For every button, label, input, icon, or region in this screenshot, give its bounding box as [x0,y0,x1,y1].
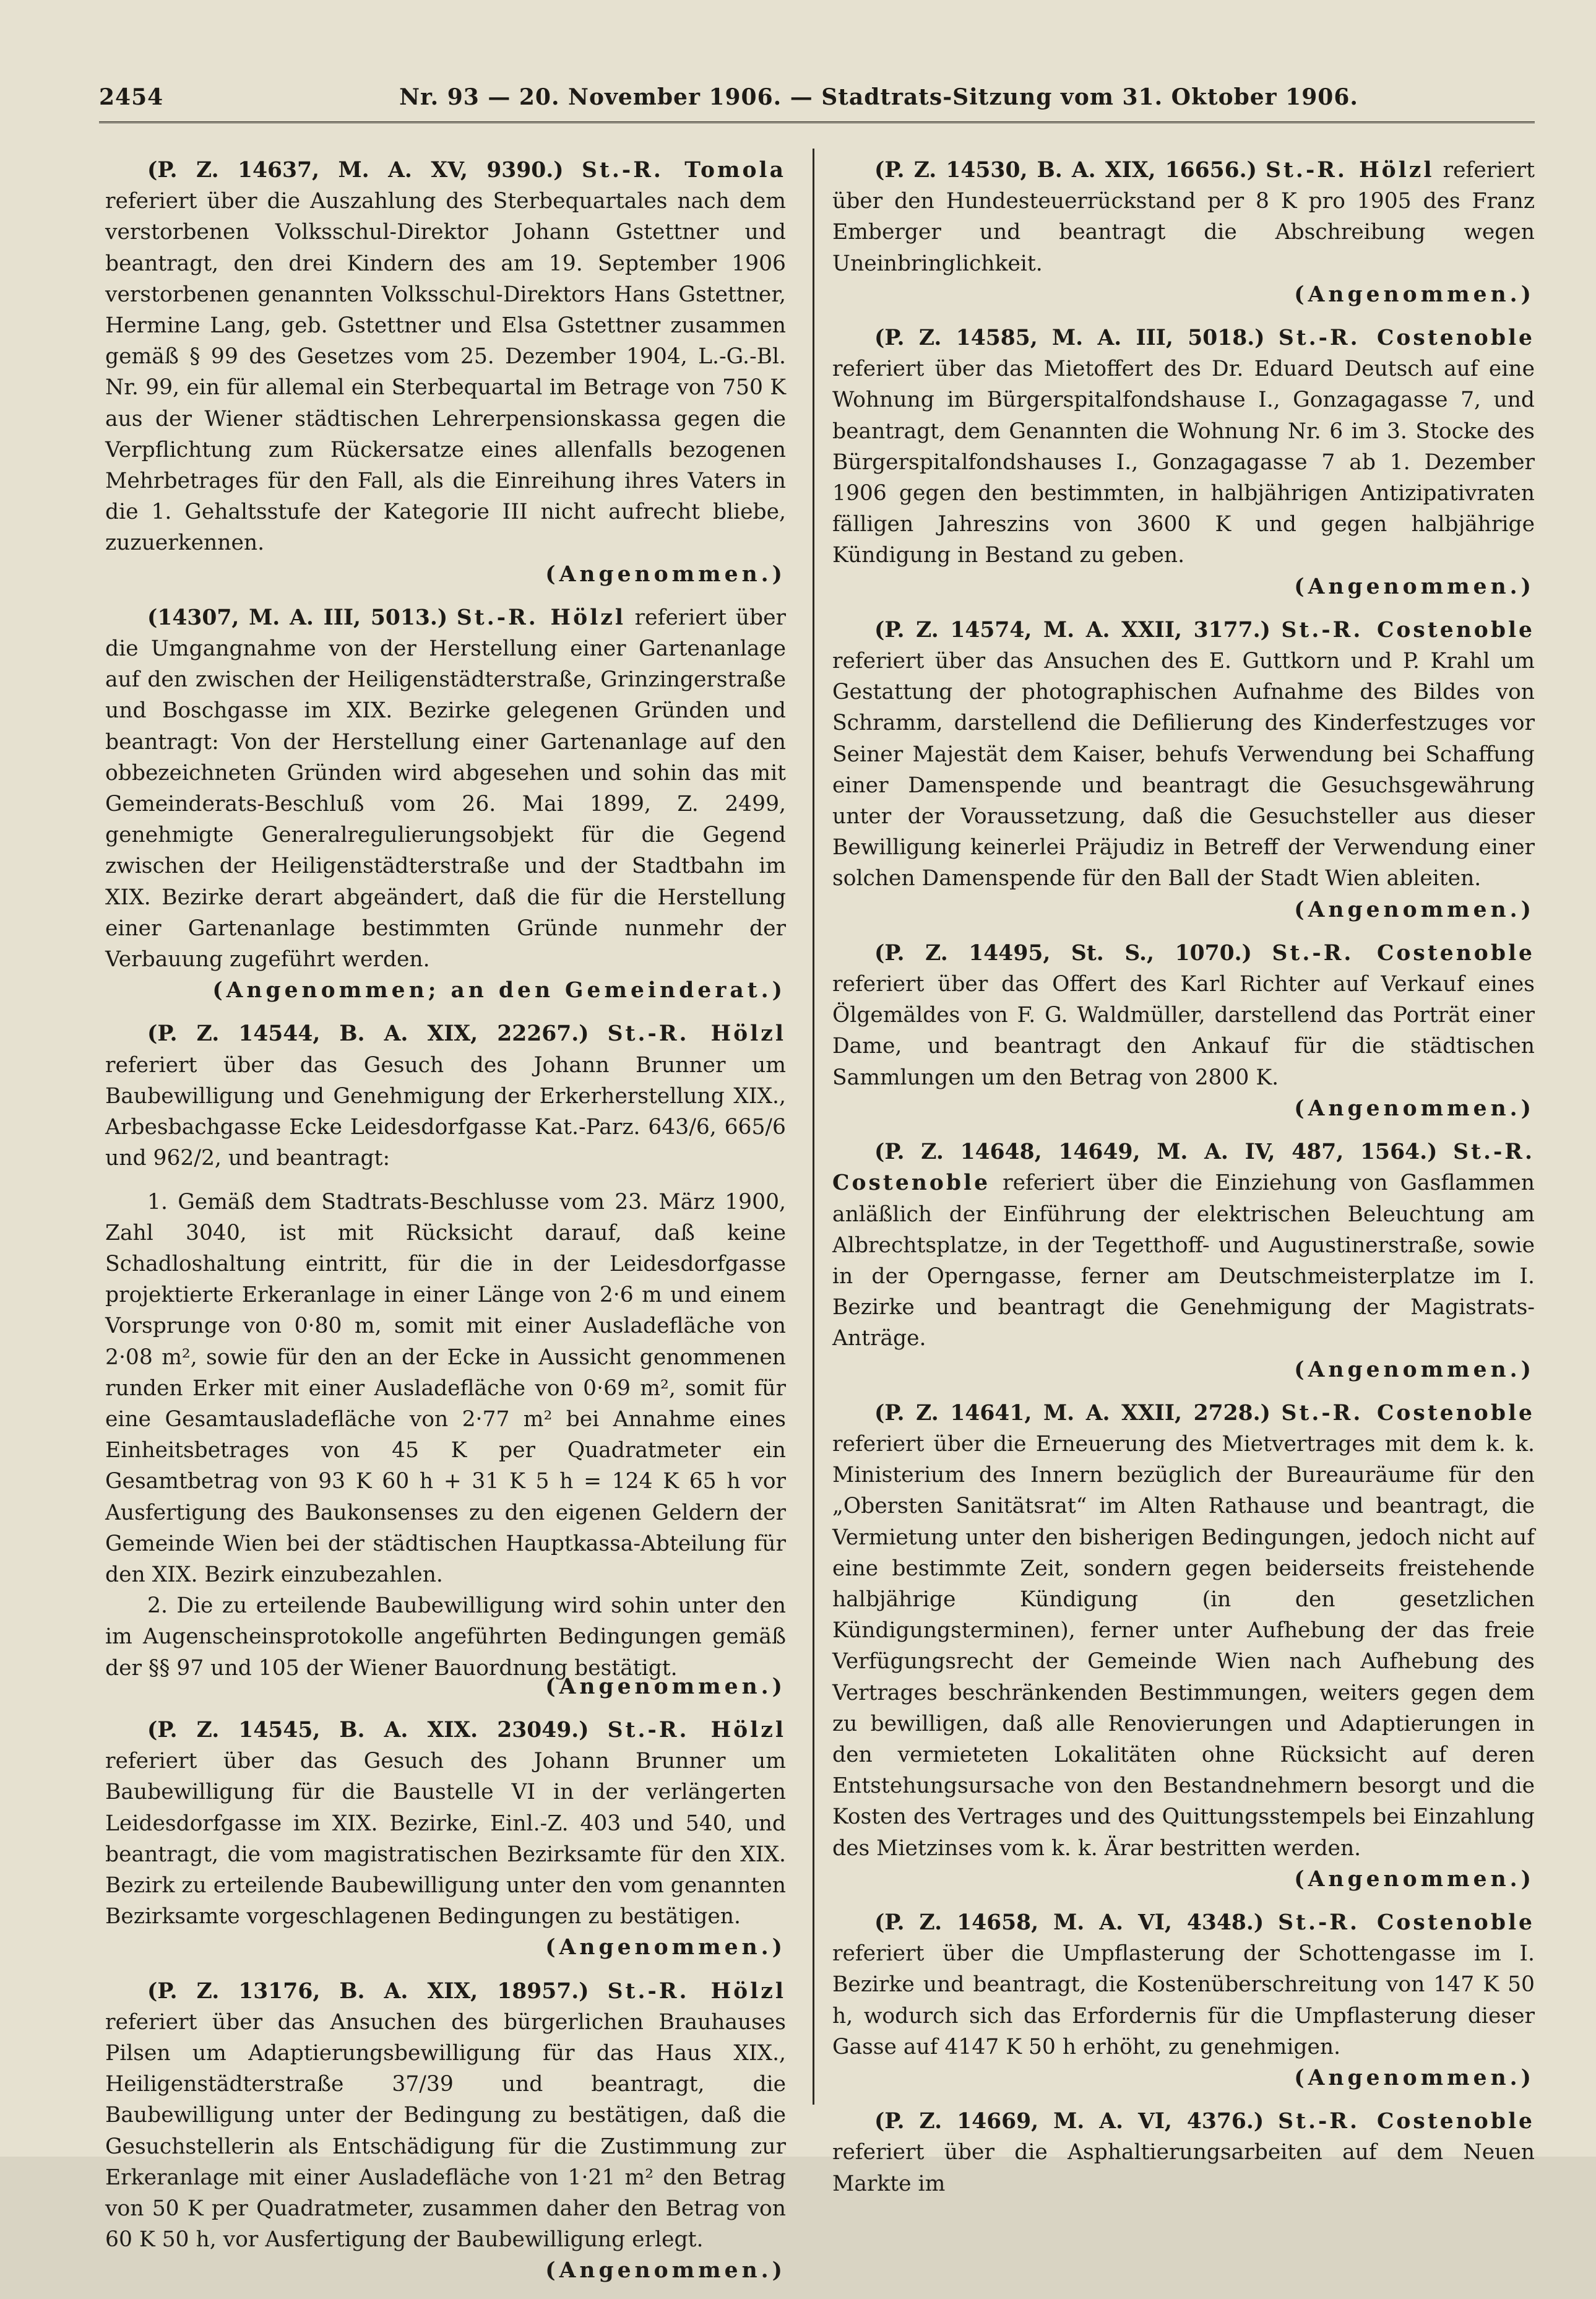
entry-text: referiert über das Ansuchen des bürgerlichen Brauhauses Pilsen um Adaptierungsbewilligung für das Haus XIX., Heiligenstädterstraße 37/39 und beantragt, die Baubewilligung unter der Bedingung zu bestätigen, daß die Gesuchstellerin als Entschädigung für die Zustimmung zur Erkeranlage mit einer Ausladefläche von 1·21 m² den Betrag von 50 K per Quadratmeter, zusammen daher den Betrag von 60 K 50 h, vor Ausfertigung der Baubewilligung erlegt. [105,2009,786,2253]
entry-status-line [105,1932,786,1963]
minutes-entry [105,1018,786,1174]
entry-status: (Angenommen.) [1294,1096,1535,1121]
entry-reference: (P. Z. 14637, M. A. XV, 9390.) [147,158,564,183]
entry-reference: (P. Z. 14669, M. A. VI, 4376.) [874,2109,1264,2134]
entry-speaker: St.-R. Costenoble [1278,1910,1535,1935]
page-number: 2454 [99,84,164,110]
entry-status: (Angenommen.) [1294,574,1535,599]
entry-speaker: St.-R. Tomola [582,158,787,183]
entry-status-line [105,559,786,590]
entry-reference: (P. Z. 14641, M. A. XXII, 2728.) [874,1400,1270,1426]
minutes-entry [832,1137,1535,1354]
column-divider [813,149,814,2105]
minutes-entry [832,615,1535,894]
minutes-entry [832,1398,1535,1864]
page-header [99,80,1535,118]
entry-status: (Angenommen.) [1294,897,1535,922]
entry-speaker: St.-R. Hölzl [607,1978,786,2004]
entry-reference: (P. Z. 14574, M. A. XXII, 3177.) [874,617,1270,643]
entry-status-line [832,571,1535,602]
right-column [832,155,1535,2212]
minutes-entry [832,323,1535,571]
entry-status: (Angenommen.) [1294,2065,1535,2090]
entry-speaker: St.-R. Costenoble [1281,617,1535,643]
entry-reference: (P. Z. 14545, B. A. XIX. 23049.) [147,1717,589,1743]
entry-text: referiert über das Gesuch des Johann Brunner um Baubewilligung und Genehmigung der Erkerherstellung XIX., Arbesbachgasse Ecke Leidesdorfgasse Kat.-Parz. 643/6, 665/6 und 962/2, und beantragt: [105,1052,786,1171]
entry-status: (Angenommen.) [1294,282,1535,307]
entry-status-line [832,279,1535,310]
entry-reference: (P. Z. 14530, B. A. XIX, 16656.) [874,158,1257,183]
entry-reference: (P. Z. 13176, B. A. XIX, 18957.) [147,1978,589,2004]
entry-status-line [105,975,786,1006]
entry-speaker: St.-R. Costenoble [832,1140,1535,1196]
entry-speaker: St.-R. Costenoble [1278,326,1535,351]
entry-speaker: St.-R. Hölzl [607,1717,786,1743]
minutes-entry [105,1976,786,2256]
left-column [105,155,786,2299]
minutes-entry [105,155,786,559]
header-rule [99,121,1535,131]
entry-reference: (P. Z. 14648, 14649, M. A. IV, 487, 1564.) [874,1140,1438,1165]
entry-speaker: St.-R. Costenoble [1278,2109,1535,2134]
entry-text: referiert über das Gesuch des Johann Brunner um Baubewilligung für die Baustelle VI in der verlängerten Leidesdorfgasse im XIX. Bezirke, Einl.-Z. 403 und 540, und beantragt, die vom magistratischen Bezirksamte für den XIX. Bezirk zu erteilende Baubewilligung unter den vom genannten Bezirksamte vorgeschlagenen Bedingungen zu bestätigen. [105,1749,786,1929]
entry-speaker: St.-R. Hölzl [607,1021,786,1047]
entry-speaker: St.-R. Costenoble [1281,1400,1535,1426]
minutes-entry [832,1907,1535,2063]
entry-text: referiert über die Einziehung von Gasflammen anläßlich der Einführung der elektrischen Beleuchtung am Albrechtsplatze, in der Tegetthoff- und Augustinerstraße, sowie in der Operngasse, ferner am Deutschmeisterplatze im I. Bezirke und beantragt die Genehmigung der Magistrats-Anträge. [832,1171,1535,1351]
entry-text: referiert über die Umgangnahme von der Herstellung einer Gartenanlage auf den zwischen der Heiligenstädterstraße, Grinzingerstraße und Boschgasse im XIX. Bezirke gelegenen Gründen und beantragt: Von der Herstellung einer Gartenanlage auf den obbezeichneten Gründen wird abgesehen und sohin das mit Gemeinderats-Beschluß vom 26. Mai 1899, Z. 2499, genehmigte Generalregulierungsobjekt für die Gegend zwischen der Heiligenstädterstraße und der Stadtbahn im XIX. Bezirke derart abgeändert, daß die für die Herstellung einer Gartenanlage bestimmten Gründe nunmehr der Verbauung zugeführt werden. [105,605,786,972]
entry-status: (Angenommen.) [545,561,786,587]
entry-speaker: St.-R. Hölzl [1266,158,1434,183]
minutes-entry [105,1715,786,1932]
entry-status-line [105,2255,786,2286]
minutes-entry [832,938,1535,1093]
entry-status: (Angenommen.) [545,2258,786,2284]
entry-reference: (P. Z. 14585, M. A. III, 5018.) [874,326,1265,351]
entry-text: referiert über die Erneuerung des Mietvertrages mit dem k. k. Ministerium des Innern bezüglich der Bureauräume für den „Obersten Sanitätsrat“ im Alten Rathause und beantragt, die Vermietung unter den bisherigen Bedingungen, jedoch nicht auf eine bestimmte Zeit, sondern gegen beiderseits freistehende halbjährige Kündigung (in den gesetzlichen Kündigungsterminen), ferner unter Aufhebung der das freie Verfügungsrecht der Gemeinde Wien nach Aufhebung des Vertrages beschränkenden Bestimmungen, weiters gegen dem zu bewilligen, daß alle Renovierungen und Adaptierungen in den vermieteten Lokalitäten ohne Rücksicht auf deren Entstehungsursache von den Bestandnehmern besorgt und die Kosten des Vertrages und des Quittungsstempels bei Einzahlung des Mietzinses vom k. k. Ärar bestritten werden. [832,1431,1535,1861]
minutes-entry [832,2106,1535,2199]
minutes-entry [105,602,786,975]
entry-reference: (14307, M. A. III, 5013.) [147,605,448,630]
entry-status-line [832,1864,1535,1895]
entry-status: (Angenommen; an den Gemeinderat.) [212,978,786,1003]
entry-speaker: St.-R. Hölzl [456,605,626,630]
entry-sub-item: 1. Gemäß dem Stadtrats-Beschlusse vom 23. März 1900, Zahl 3040, ist mit Rücksicht darauf, daß keine Schadloshaltung eintritt, für die in der Leidesdorfgasse projektierte Erkeranlage in einer Länge von 2·6 m und einem Vorsprunge von 0·80 m, somit mit einer Ausladefläche von 2·08 m², sowie für den an der Ecke in Aussicht genommenen runden Erker mit einer Ausladefläche von 0·69 m², somit für eine Gesamtausladefläche von 2·77 m² bei Annahme eines Einheitsbetrages von 45 K per Quadratmeter ein Gesamtbetrag von 93 K 60 h + 31 K 5 h = 124 K 65 h vor Ausfertigung des Baukonsenses zu den eigenen Geldern der Gemeinde Wien bei der städtischen Hauptkassa-Abteilung für den XIX. Bezirk einzubezahlen. [105,1189,786,1587]
entry-reference: (P. Z. 14544, B. A. XIX, 22267.) [147,1021,589,1047]
entry-text: referiert über die Auszahlung des Sterbequartales nach dem verstorbenen Volksschul-Direktor Johann Gstettner und beantragt, den drei Kindern des am 19. September 1906 verstorbenen genannten Volksschul-Direktors Hans Gstettner, Hermine Lang, geb. Gstettner und Elsa Gstettner zusammen gemäß § 99 des Gesetzes vom 25. Dezember 1904, L.-G.-Bl. Nr. 99, ein für allemal ein Sterbequartal im Betrage von 750 K aus der Wiener städtischen Lehrerpensionskassa gegen die Verpflichtung zum Rückersatze eines allenfalls bezogenen Mehrbetrages für den Fall, als die Einreihung ihres Vaters in die 1. Gehaltsstufe der Kategorie III nicht aufrecht bliebe, zuzuerkennen. [105,189,786,556]
entry-status-line [832,894,1535,925]
minutes-entry [832,155,1535,279]
entry-speaker: St.-R. Costenoble [1272,940,1535,966]
entry-status-line [832,1093,1535,1124]
issue-line: Nr. 93 — 20. November 1906. — Stadtrats-Sitzung vom 31. Oktober 1906. [399,84,1358,110]
entry-status-line [832,2063,1535,2093]
entry-reference: (P. Z. 14495, St. S., 1070.) [874,940,1252,966]
entry-text: referiert über das Offert des Karl Richter auf Verkauf eines Ölgemäldes von F. G. Waldmüller, darstellend das Porträt einer Dame, und beantragt den Ankauf für die städtischen Sammlungen um den Betrag von 2800 K. [832,972,1535,1090]
entry-text: referiert über die Umpflasterung der Schottengasse im I. Bezirke und beantragt, die Kostenüberschreitung von 147 K 50 h, wodurch sich das Erfordernis für die Umpflasterung dieser Gasse auf 4147 K 50 h erhöht, zu genehmigen. [832,1941,1535,2059]
entry-status: (Angenommen.) [1294,1357,1535,1382]
entry-status: (Angenommen.) [1294,1866,1535,1892]
entry-status-line [832,1354,1535,1385]
entry-status: (Angenommen.) [545,1674,786,1699]
entry-text: referiert über das Mietoffert des Dr. Eduard Deutsch auf eine Wohnung im Bürgerspitalfondshause I., Gonzagagasse 7, und beantragt, dem Genannten die Wohnung Nr. 6 im 3. Stocke des Bürgerspitalfondshauses I., Gonzagagasse 7 ab 1. Dezember 1906 gegen den bestimmten, in halbjährigen Antizipativraten fälligen Jahreszins von 3600 K und gegen halbjährige Kündigung in Bestand zu geben. [832,357,1535,568]
entry-text: referiert über das Ansuchen des E. Guttkorn und P. Krahl um Gestattung der photographischen Aufnahme des Bildes von Schramm, darstellend die Defilierung des Kinderfestzuges vor Seiner Majestät dem Kaiser, behufs Verwendung bei Schaffung einer Damenspende und beantragt die Gesuchsgewährung unter der Voraussetzung, daß die Gesuchsteller aus dieser Bewilligung keinerlei Präjudiz in Betreff der Verwendung einer solchen Damenspende für den Ball der Stadt Wien ableiten. [832,649,1535,891]
entry-sub-item: 2. Die zu erteilende Baubewilligung wird sohin unter den im Augenscheinsprotokolle angeführten Bedingungen gemäß der §§ 97 und 105 der Wiener Bauordnung bestätigt. [105,1593,786,1681]
entry-status: (Angenommen.) [545,1935,786,1960]
entry-reference: (P. Z. 14658, M. A. VI, 4348.) [874,1910,1264,1935]
entry-text: referiert über den Hundesteuerrückstand per 8 K pro 1905 des Franz Emberger und beantragt die Abschreibung wegen Uneinbringlichkeit. [832,158,1535,276]
entry-text: referiert über die Asphaltierungsarbeiten auf dem Neuen Markte im [832,2140,1535,2196]
